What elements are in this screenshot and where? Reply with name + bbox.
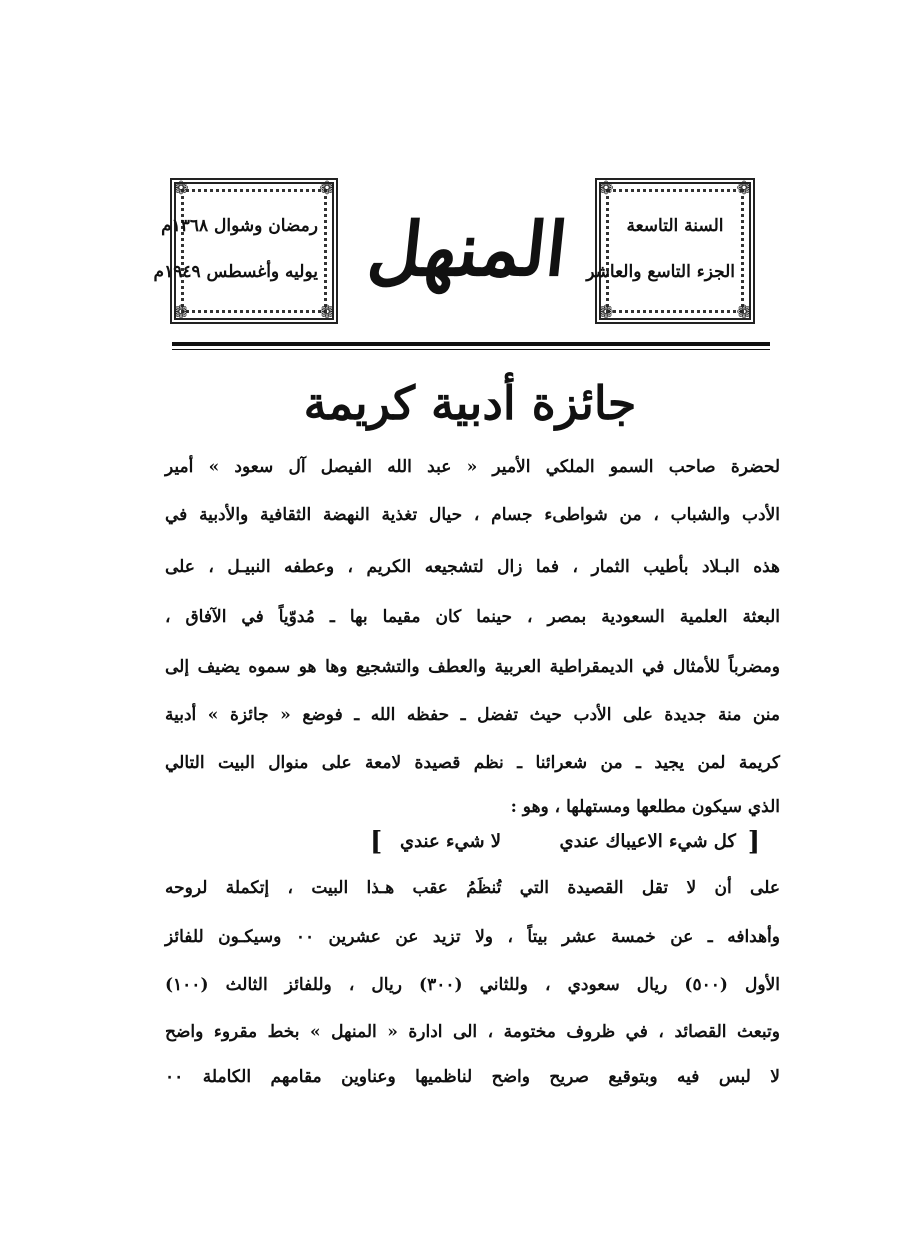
text-line: الأول (٥٠٠) ريال سعودي ، وللثاني (٣٠٠) ريال ، وللفائز الثالث (١٠٠) <box>165 975 780 995</box>
header-rule-thin <box>172 349 770 350</box>
volume-year: السنة التاسعة <box>626 216 724 236</box>
text-line: البعثة العلمية السعودية بمصر ، حينما كان مقيما بها ـ مُدوّياً في الآفاق ، <box>165 607 780 627</box>
header-rule <box>172 342 770 346</box>
poem-verse <box>370 825 760 859</box>
text-line: الأدب والشباب ، من شواطىء جسام ، حيال تغذية النهضة الثقافية والأدبية في <box>165 505 780 525</box>
text-line: وتبعث القصائد ، في ظروف مختومة ، الى ادارة « المنهل » بخط مقروء واضح <box>165 1022 780 1042</box>
issue-parts: الجزء التاسع والعاشر <box>586 262 735 282</box>
issue-date-box <box>153 178 338 324</box>
text-line: منن منة جديدة على الأدب حيث تفضل ـ حفظه الله ـ فوضع « جائزة » أدبية <box>165 705 780 725</box>
text-line: هذه البـلاد بأطيب الثمار ، فما زال لتشجيعه الكريم ، وعطفه النبيـل ، على <box>165 557 780 577</box>
verse-first-hemistich: كل شيء الاعيباك عندي <box>559 831 736 852</box>
article-title: جائزة أدبية كريمة <box>303 376 637 430</box>
text-line: كريمة لمن يجيد ـ من شعرائنا ـ نظم قصيدة لامعة على منوال البيت التالي <box>165 753 780 773</box>
bracket-open: [ <box>747 827 760 857</box>
ornament-icon: ❁ <box>319 302 335 323</box>
masthead-logo: المنهل <box>363 207 572 293</box>
text-line: ومضرباً للأمثال في الديمقراطية العربية والعطف والتشجيع وها هو سموه يضيف إلى <box>165 657 780 677</box>
text-line: لحضرة صاحب السمو الملكي الأمير « عبد الله الفيصل آل سعود » أمير <box>165 457 780 477</box>
ornament-icon: ❁ <box>736 178 752 199</box>
gregorian-date: يوليه وأغسطس ١٩٤٩م <box>153 262 318 282</box>
hijri-date: رمضان وشوال ١٣٦٨م <box>161 216 318 236</box>
text-line: على أن لا تقل القصيدة التي تُنظَمُ عقب هـذا البيت ، إتكملة لروحه <box>165 878 780 898</box>
ornament-icon: ❁ <box>598 302 614 323</box>
bracket-close: ] <box>370 827 383 857</box>
text-line: الذي سيكون مطلعها ومستهلها ، وهو : <box>510 797 780 817</box>
verse-second-hemistich: لا شيء عندي <box>400 831 502 852</box>
text-line: لا لبس فيه وبتوقيع صريح واضح لناظميها وعناوين مقامهم الكاملة ٠٠ <box>165 1067 780 1087</box>
issue-number-box <box>586 178 755 324</box>
text-line: وأهدافه ـ عن خمسة عشر بيتاً ، ولا تزيد عن عشرين ٠٠ وسيكـون للفائز <box>165 927 780 947</box>
ornament-icon: ❁ <box>319 178 335 199</box>
ornament-icon: ❁ <box>598 178 614 199</box>
ornament-icon: ❁ <box>173 302 189 323</box>
ornament-icon: ❁ <box>736 302 752 323</box>
ornament-icon: ❁ <box>173 178 189 199</box>
